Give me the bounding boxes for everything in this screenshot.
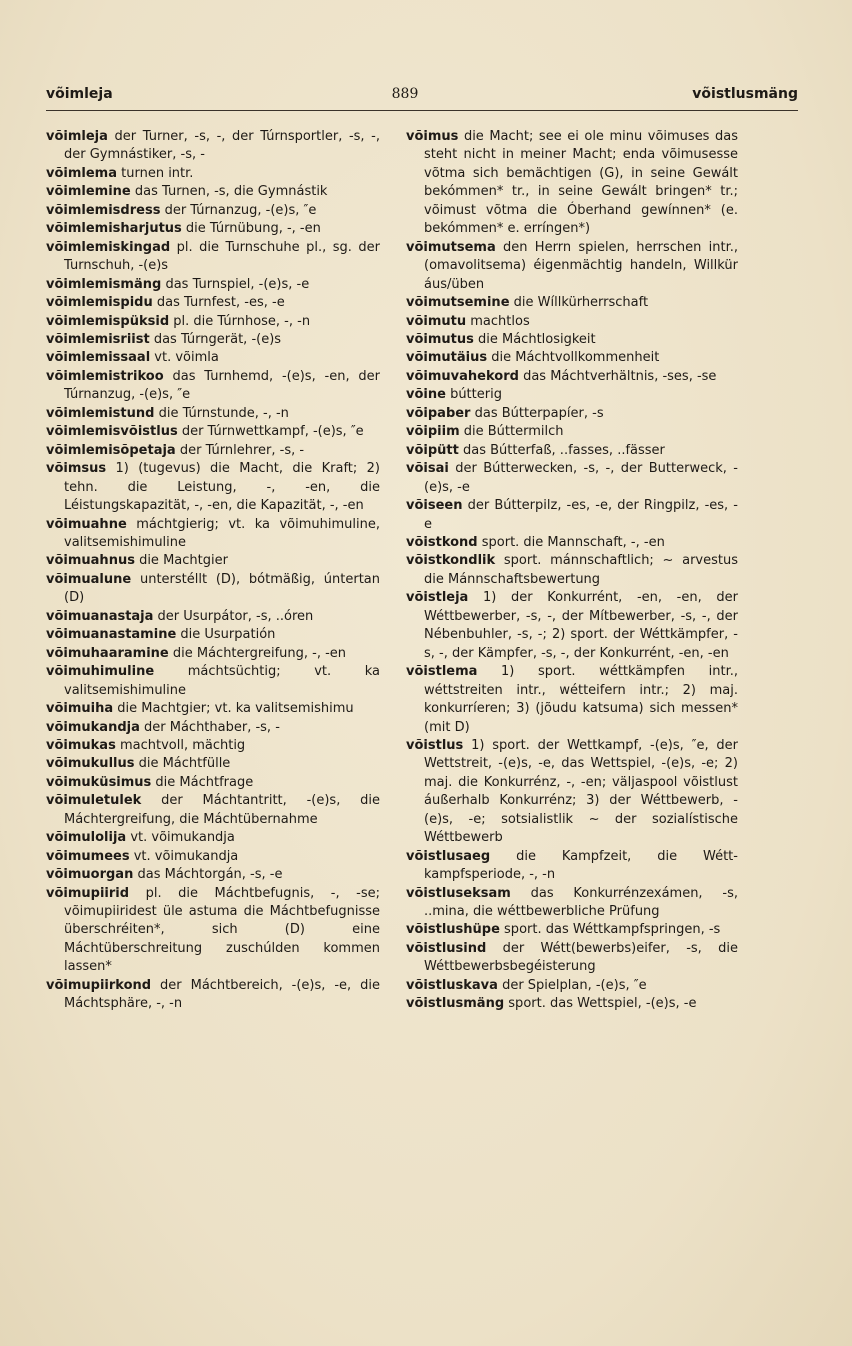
entry-definition: die Máchtlosigkeit [473,331,596,347]
entry-headword: võimlemiskingad [46,239,171,255]
entry-definition: die Búttermilch [459,424,564,440]
dictionary-entry [406,995,738,1013]
entry-definition: das Máchtverhältnis, -ses, -se [518,368,717,384]
entry-headword: võistlus [406,737,464,753]
entry-definition: 1) der Konkurrént, -en, -en, der Wéttbewerber, -s, -, der Mítbewerber, -s, -, der Nébenbuhler, -s, -; 2) sport. der Wéttkämpfer, -s, -, der Kämpfer, -s, -, der Konkurrént, -en, -en [424,590,738,661]
entry-headword: võimutu [406,313,467,329]
dictionary-entry [46,626,380,644]
entry-headword: võimlemisdress [46,202,161,218]
entry-headword: võimlemistund [46,405,155,421]
entry-headword: võimutsemine [406,295,510,311]
header-right-headword: võistlusmäng [692,86,798,102]
dictionary-entry [46,552,380,570]
entry-definition: máchtsüchtig; vt. ka valitsemishimuline [64,664,380,698]
dictionary-entry [46,848,380,866]
entry-headword: võimuanastaja [46,608,154,624]
dictionary-entry [406,442,738,460]
dictionary-entry [406,368,738,386]
dictionary-entry [406,349,738,367]
dictionary-entry [406,497,738,534]
entry-definition: der Wétt(bewerbs)eifer, -s, die Wéttbewerbsbegéisterung [424,940,738,975]
dictionary-entry [406,239,738,294]
entry-definition: das Turnhemd, -(e)s, -en, der Túrnanzug, -(e)s, ″e [64,368,380,403]
entry-definition: die Túrnstunde, -, -n [154,405,289,421]
entry-headword: võistlusmäng [406,996,505,1012]
entry-headword: võimlemissaal [46,350,151,366]
dictionary-entry [406,663,738,737]
dictionary-entry [46,331,380,349]
entry-definition: vt. võimla [150,350,219,366]
entry-definition: die Kampfzeit, die Wéttkampfsperiode, -, -n [424,848,738,883]
dictionary-entry [46,202,380,220]
dictionary-entry [406,552,738,589]
dictionary-entry [406,977,738,995]
entry-headword: võimukullus [46,756,135,772]
entry-headword: võimulolija [46,830,127,846]
entry-headword: võimlemisharjutus [46,221,182,237]
entry-headword: võistlusind [406,940,487,956]
entry-headword: võimuanastamine [46,627,177,643]
entry-definition: der Túrnlehrer, -s, - [175,442,305,458]
entry-headword: võistkondlik [406,553,496,569]
dictionary-entry [406,313,738,331]
dictionary-entry [46,423,380,441]
entry-definition: vt. võimukandja [129,848,239,864]
dictionary-entry [46,294,380,312]
entry-headword: võimutäius [406,350,488,366]
left-column [46,128,380,1014]
entry-definition: 1) (tugevus) die Macht, die Kraft; 2) tehn. die Leistung, -, -en, die Léistungskapazität, -, -en, die Kapazität, -, -en [64,461,380,514]
entry-definition: die Túrnübung, -, -en [181,221,321,237]
entry-definition: sport. mánnschaftlich; ~ arvestus die Mánnschaftsbewertung [424,553,738,587]
right-column [406,128,738,1014]
entry-headword: võimualune [46,571,132,587]
entry-headword: võimuletulek [46,793,142,809]
entry-headword: võimupiirid [46,885,130,901]
entry-headword: võimutsema [406,239,496,255]
entry-definition: das Bútterpapíer, -s [470,405,604,421]
entry-definition: 1) sport. der Wettkampf, -(e)s, ″e, der Wettstreit, -(e)s, -e, das Wettspiel, -(e)s, -e; 2) maj. die Konkurrénz, -, -en; väljaspool võistlust áußerhalb Konkurrénz; 3) der Wéttbewerb, -(e)s, -e; sotsialistlik ~ der sozialístische Wéttbewerb [424,737,738,846]
entry-headword: võipütt [406,442,459,458]
entry-definition: turnen intr. [117,165,194,181]
entry-definition: die Máchtergreifung, -, -en [168,645,347,661]
entry-definition: 1) sport. wéttkämpfen intr., wéttstreiten intr., wétteifern intr.; 2) maj. konkurríeren; 3) (jõudu katsuma) sich messen* (mit D) [424,664,738,735]
entry-headword: võimuhimuline [46,664,155,680]
entry-headword: võistleja [406,590,469,606]
dictionary-entry [46,737,380,755]
dictionary-entry [46,866,380,884]
entry-headword: võimlemistrikoo [46,368,164,384]
entry-definition: machtvoll, mächtig [115,737,246,753]
dictionary-entry [406,737,738,848]
entry-headword: võimlema [46,165,117,181]
dictionary-entry [46,128,380,165]
entry-definition: das Turnfest, -es, -e [152,295,285,311]
entry-definition: die Machtgier; vt. ka valitsemishimu [113,701,354,717]
dictionary-entry [406,460,738,497]
entry-definition: máchtgierig; vt. ka võimuhimuline, valitsemishimuline [64,516,380,550]
entry-definition: sport. das Wettspiel, -(e)s, -e [504,996,697,1012]
entry-headword: võiseen [406,498,463,514]
dictionary-entry [46,183,380,201]
dictionary-entry [46,829,380,847]
entry-headword: võimukas [46,737,116,753]
dictionary-entry [46,608,380,626]
entry-definition: das Bútterfaß, ..fasses, ..fässer [458,442,665,458]
entry-definition: machtlos [466,313,530,329]
entry-definition: der Bútterwecken, -s, -, der Butterweck, -(e)s, -e [424,461,738,495]
entry-headword: võimuiha [46,701,114,717]
entry-definition: der Túrnwettkampf, -(e)s, ″e [177,424,364,440]
dictionary-entry [406,534,738,552]
dictionary-entry [406,331,738,349]
entry-headword: võistluskava [406,977,498,993]
dictionary-entry [406,589,738,663]
entry-headword: võimlemismäng [46,276,162,292]
entry-headword: võimuahnus [46,553,135,569]
entry-headword: võimukandja [46,719,140,735]
dictionary-entry [406,405,738,423]
dictionary-entry [46,460,380,515]
entry-definition: unterstéllt (D), bótmäßig, úntertan (D) [64,571,380,606]
entry-definition: die Wíllkürherrschaft [509,295,649,311]
dictionary-entry [406,885,738,922]
entry-definition: pl. die Turnschuhe pl., sg. der Turnschuh, -(e)s [64,239,380,274]
entry-headword: võimuküsimus [46,774,152,790]
dictionary-entry [46,719,380,737]
page-number: 889 [391,86,419,102]
entry-definition: bútterig [445,387,502,403]
dictionary-entry [406,294,738,312]
entry-definition: der Bútterpilz, -es, -e, der Ringpilz, -es, -e [424,498,738,532]
entry-headword: võimuhaaramine [46,645,169,661]
entry-headword: võistlusaeg [406,848,491,864]
entry-headword: võimus [406,129,459,144]
entry-headword: võimleja [46,129,108,144]
page-header [46,86,798,110]
entry-definition: vt. võimukandja [126,830,235,846]
dictionary-entry [46,313,380,331]
entry-definition: das Máchtorgán, -s, -e [133,867,283,883]
dictionary-entry [46,442,380,460]
entry-definition: der Turner, -s, -, der Túrnsportler, -s, -, der Gymnástiker, -s, - [64,129,380,163]
dictionary-entry [46,977,380,1014]
entry-definition: der Máchthaber, -s, - [139,719,280,735]
entry-headword: võimlemispüksid [46,313,170,329]
dictionary-entry [46,239,380,276]
entry-headword: võimlemisõpetaja [46,442,176,458]
dictionary-entry [46,349,380,367]
entry-definition: pl. die Túrnhose, -, -n [169,313,311,329]
entry-headword: võimlemine [46,184,131,200]
entry-headword: võistluseksam [406,885,511,901]
entry-definition: die Machtgier [134,553,228,569]
entry-definition: das Konkurrénzexámen, -s, ..mina, die wéttbewerbliche Prüfung [424,885,738,920]
dictionary-entry [46,663,380,700]
entry-definition: die Máchtfülle [134,756,231,772]
entry-headword: võistlema [406,664,478,680]
dictionary-entry [46,792,380,829]
entry-headword: võine [406,387,446,403]
dictionary-entry [46,368,380,405]
entry-headword: võimsus [46,461,107,477]
entry-headword: võimutus [406,331,474,347]
entry-headword: võipiim [406,424,460,440]
dictionary-entry [406,921,738,939]
entry-definition: den Herrn spielen, herrschen intr., (omavolitsema) éigenmächtig handeln, Willkür áus/üben [424,239,738,292]
dictionary-entry [406,423,738,441]
dictionary-entry [46,405,380,423]
entry-headword: võipaber [406,405,471,421]
entry-definition: die Máchtvollkommenheit [487,350,660,366]
entry-definition: die Máchtfrage [151,774,254,790]
dictionary-entry [46,645,380,663]
entry-headword: võisai [406,461,449,477]
dictionary-entry [46,774,380,792]
entry-headword: võimuorgan [46,867,134,883]
entry-definition: der Usurpátor, -s, ..óren [153,608,314,624]
dictionary-entry [46,571,380,608]
entry-definition: der Spielplan, -(e)s, ″e [497,977,647,993]
entry-definition: pl. die Máchtbefugnis, -, -se; võimupiiridest üle astuma die Máchtbefugnisse überschréiten*, sich (D) eine Máchtüberschreitung zuschúlden kommen lassen* [64,885,380,975]
entry-definition: das Túrngerät, -(e)s [149,331,282,347]
entry-headword: võimlemispidu [46,295,153,311]
dictionary-entry [46,276,380,294]
dictionary-entry [406,386,738,404]
entry-headword: võistkond [406,534,478,550]
entry-definition: sport. die Mannschaft, -, -en [477,534,665,550]
entry-definition: der Túrnanzug, -(e)s, ″e [160,202,317,218]
entry-definition: das Turnspiel, -(e)s, -e [161,276,310,292]
dictionary-entry [406,128,738,239]
dictionary-entry [46,700,380,718]
entry-headword: võimlemisriist [46,331,150,347]
dictionary-entry [46,885,380,977]
dictionary-entry [46,220,380,238]
dictionary-entry [406,848,738,885]
entry-headword: võimlemisvõistlus [46,424,178,440]
dictionary-entry [46,516,380,553]
header-rule [46,110,798,111]
entry-headword: võimupiirkond [46,977,152,993]
entry-headword: võimumees [46,848,130,864]
entry-definition: das Turnen, -s, die Gymnástik [130,184,328,200]
dictionary-entry [46,755,380,773]
entry-definition: der Máchtbereich, -(e)s, -e, die Máchtsphäre, -, -n [64,977,380,1012]
entry-headword: võistlushüpe [406,922,500,938]
entry-headword: võimuahne [46,516,127,532]
entry-definition: die Usurpatión [176,627,276,643]
entry-definition: sport. das Wéttkampfspringen, -s [499,922,721,938]
header-left-headword: võimleja [46,86,113,102]
dictionary-entry [406,940,738,977]
entry-definition: der Máchtantritt, -(e)s, die Máchtergreifung, die Máchtübernahme [64,793,380,827]
dictionary-entry [46,165,380,183]
entry-definition: die Macht; see ei ole minu võimuses das steht nicht in meiner Macht; enda võimusesse võtma sich bemächtigen (G), in seine Gewált bekómmen* tr., in seine Gewált bringen* tr.; võimust võtma die Óberhand gewínnen* (e. bekómmen* e. erríngen*) [424,129,738,237]
entry-headword: võimuvahekord [406,368,519,384]
